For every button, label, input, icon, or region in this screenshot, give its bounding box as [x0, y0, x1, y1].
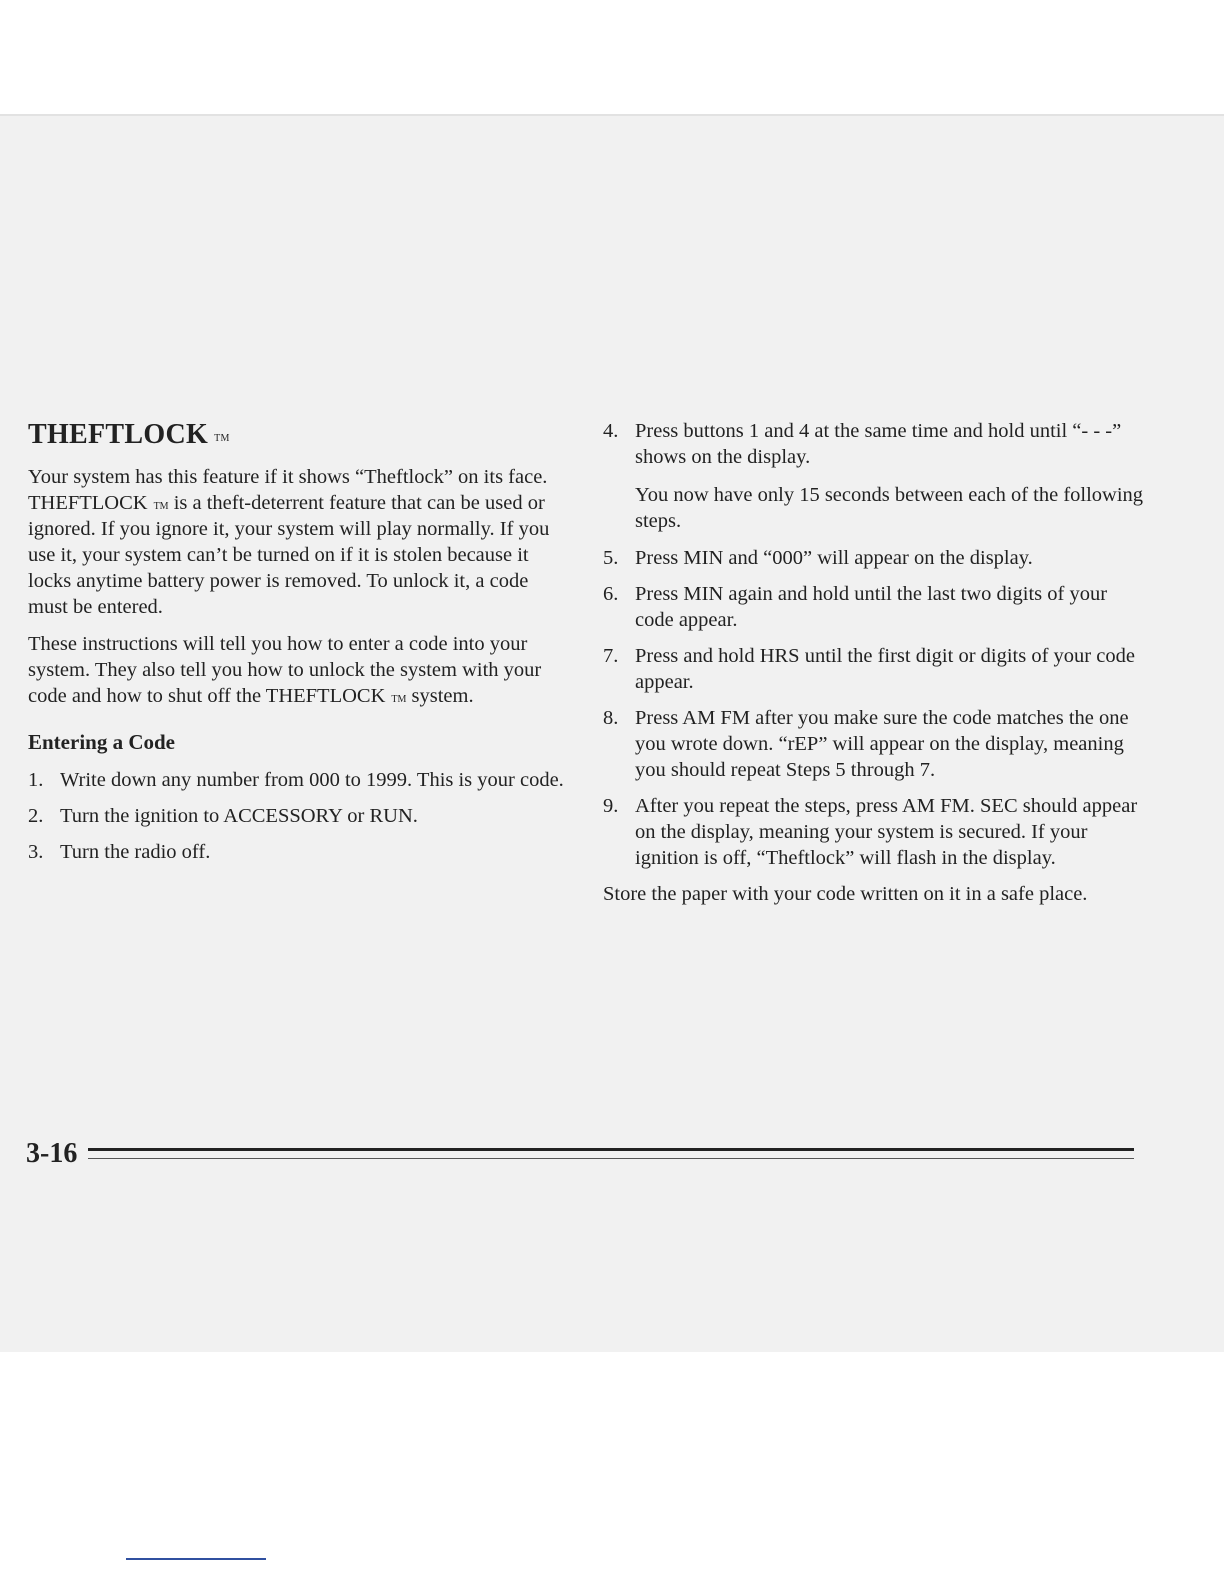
section-heading: Entering a Code [28, 730, 175, 754]
list-item [28, 767, 568, 793]
list-item [603, 581, 1148, 633]
instructions-paragraph [28, 631, 568, 709]
list-item [28, 803, 568, 829]
step-text: Press and hold HRS until the first digit or digits of your code appear. [635, 645, 1135, 693]
list-item [603, 418, 1148, 470]
steps-list-right-cont [603, 545, 1148, 871]
step-number: 1. [28, 769, 44, 791]
step-text: Press AM FM after you make sure the code matches the one you wrote down. “rEP” will appear on the display, meaning you should repeat Steps 5 through 7. [635, 707, 1129, 781]
footer-rule-thin [88, 1158, 1134, 1159]
intro-text-a: Your system has this feature if it shows “Theftlock” on its face. THEFTLOCK [28, 466, 548, 514]
page-number: 3-16 [26, 1138, 78, 1169]
intro-paragraph [28, 464, 568, 620]
step-number: 6. [603, 583, 619, 605]
step-text: Turn the radio off. [60, 841, 211, 863]
trademark-mark: TM [214, 433, 230, 444]
list-item [603, 705, 1148, 783]
intro-text-b: is a theft-deterrent feature that can be used or ignored. If you ignore it, your system will play normally. If you use it, your system can’t be turned on if it is stolen because it locks anytime battery power is removed. To unlock it, a code must be entered. [28, 492, 550, 618]
step-text: Press MIN again and hold until the last two digits of your code appear. [635, 583, 1108, 631]
step-number: 4. [603, 420, 619, 442]
trademark-mark: TM [391, 694, 407, 705]
footer-rule [88, 1148, 1134, 1151]
list-item [603, 643, 1148, 695]
left-column [28, 302, 568, 875]
bottom-mark [126, 1558, 266, 1560]
list-item [28, 839, 568, 865]
step-number: 8. [603, 707, 619, 729]
right-column [603, 418, 1148, 918]
title-text: THEFTLOCK [28, 419, 209, 450]
step-number: 5. [603, 547, 619, 569]
step-number: 7. [603, 645, 619, 667]
list-item [603, 545, 1148, 571]
step-text: Turn the ignition to ACCESSORY or RUN. [60, 805, 418, 827]
step-text: Write down any number from 000 to 1999. This is your code. [60, 769, 564, 791]
step-number: 2. [28, 805, 44, 827]
list-item [603, 793, 1148, 871]
step-text: After you repeat the steps, press AM FM. SEC should appear on the display, meaning your system is secured. If your ignition is off, “Theftlock” will flash in the display. [635, 795, 1138, 869]
step-text: Press buttons 1 and 4 at the same time and hold until “- - -” shows on the display. [635, 420, 1122, 468]
timing-note: You now have only 15 seconds between each of the following steps. [635, 484, 1144, 532]
trademark-mark: TM [153, 501, 169, 512]
step-text: Press MIN and “000” will appear on the display. [635, 547, 1033, 569]
step-number: 3. [28, 841, 44, 863]
page-title [28, 418, 568, 452]
instructions-text-a: These instructions will tell you how to enter a code into your system. They also tell you how to unlock the system with your code and how to shut off the THEFTLOCK [28, 633, 542, 707]
instructions-text-b: system. [406, 685, 474, 707]
steps-list-left [28, 767, 568, 865]
steps-list-right [603, 418, 1148, 470]
closing-note: Store the paper with your code written on it in a safe place. [603, 883, 1088, 905]
step-number: 9. [603, 795, 619, 817]
